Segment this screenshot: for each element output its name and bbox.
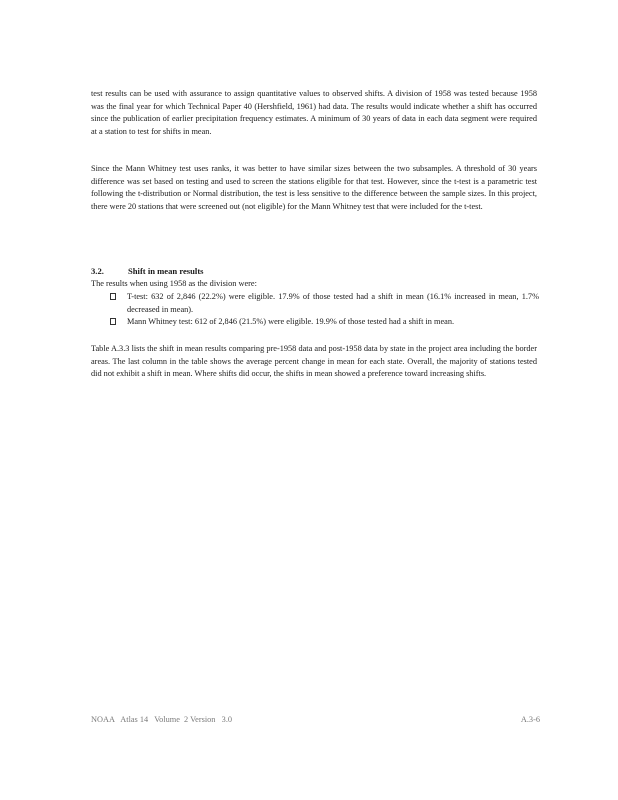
bullet-box-icon (110, 293, 116, 300)
paragraph-shift-testing: test results can be used with assurance to assign quantitative values to observed shifts. A division of 1958 was tested because 1958 was the final year for which Technical Paper 40 (Hershfield, 1961) had data. The results would indicate whether a shift has occurred since the publication of earlier precipitation frequency estimates. A minimum of 30 years of data in each data segment were required at a station to test for shifts in mean. (91, 89, 537, 136)
list-item-mann-whitney (91, 316, 539, 329)
section-heading (91, 265, 204, 277)
section-intro: The results when using 1958 as the division were: (91, 279, 257, 288)
section-number: 3.2. (91, 266, 104, 276)
footer-document-title: NOAA Atlas 14 Volume 2 Version 3.0 (91, 715, 233, 724)
results-list (91, 291, 539, 329)
list-item-t-test (91, 291, 539, 316)
section-title: Shift in mean results (128, 266, 204, 276)
list-item-text: Mann Whitney test: 612 of 2,846 (21.5%) were eligible. 19.9% of those tested had a shift in mean. (127, 317, 455, 327)
footer-page-number: A.3-6 (520, 715, 540, 724)
paragraph-mann-whitney: Since the Mann Whitney test uses ranks, it was better to have similar sizes between the two subsamples. A threshold of 30 years difference was set based on testing and used to screen the stations eligible for that test. However, since the t-test is a parametric test following the t-distribution or Normal distribution, the test is less sensitive to the difference between the sample sizes. In this project, there were 20 stations that were screened out (not eligible) for the Mann Whitney test that were included for the t-test. (91, 164, 537, 211)
bullet-box-icon (110, 318, 116, 325)
paragraph-table-summary: Table A.3.3 lists the shift in mean results comparing pre-1958 data and post-1958 data by state in the project area including the border areas. The last column in the table shows the average percent change in mean for each state. Overall, the majority of stations tested did not exhibit a shift in mean. Where shifts did occur, the shifts in mean showed a preference toward increasing shifts. (91, 344, 537, 379)
list-item-text: T-test: 632 of 2,846 (22.2%) were eligible. 17.9% of those tested had a shift in mean (16.1% increased in mean, 1.7% decreased in mean). (127, 292, 539, 314)
